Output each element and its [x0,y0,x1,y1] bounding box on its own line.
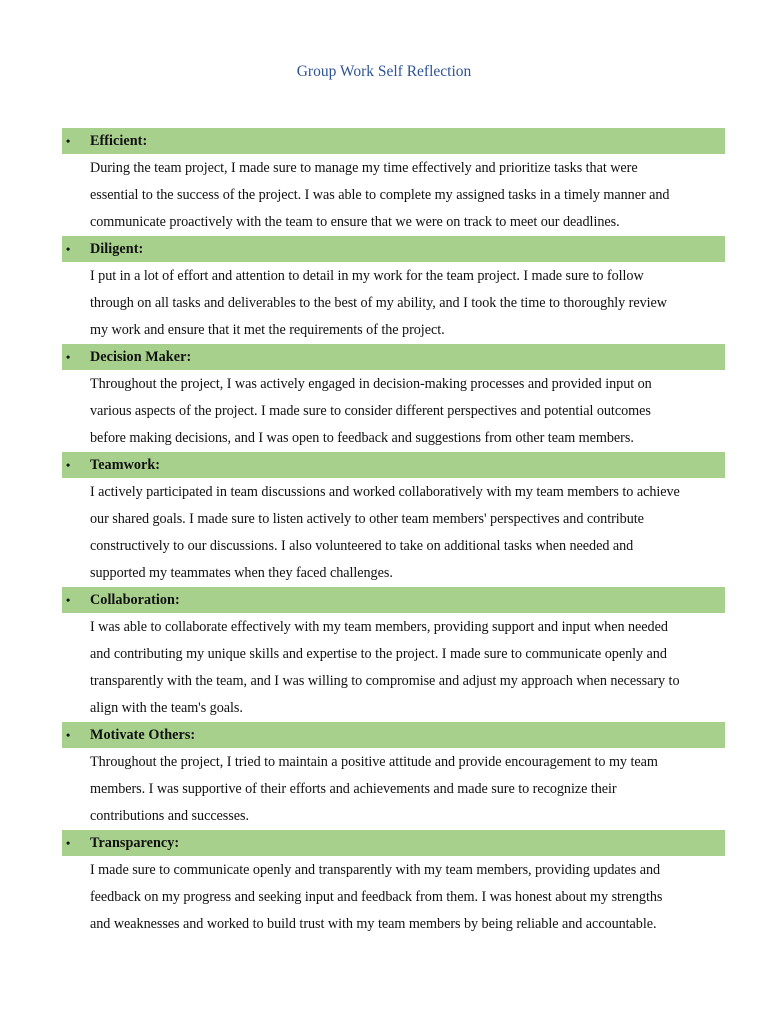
body-line: I actively participated in team discussions and worked collaboratively with my team members to achieve [90,484,680,500]
bullet-icon: • [66,134,71,148]
bullet-icon: • [66,728,71,742]
body-line: Throughout the project, I was actively engaged in decision-making processes and provided input on [90,376,652,392]
bullet-icon: • [66,242,71,256]
section-body [62,155,725,236]
body-line: I put in a lot of effort and attention to detail in my work for the team project. I made sure to follow [90,268,644,284]
section-body [62,479,725,587]
section-heading: Efficient: [90,133,148,149]
section-heading-bar [62,344,725,370]
body-line: and contributing my unique skills and expertise to the project. I made sure to communicate openly and [90,646,667,662]
body-line: through on all tasks and deliverables to the best of my ability, and I took the time to thoroughly review [90,295,667,311]
bullet-icon: • [66,458,71,472]
body-line: I was able to collaborate effectively with my team members, providing support and input when needed [90,619,668,635]
body-line: feedback on my progress and seeking input and feedback from them. I was honest about my strengths [90,889,663,905]
body-line: essential to the success of the project. I was able to complete my assigned tasks in a timely manner and [90,187,670,203]
section-efficient [62,128,725,236]
section-heading-bar [62,452,725,478]
section-heading-bar [62,830,725,856]
section-body [62,371,725,452]
body-line: align with the team's goals. [90,700,243,716]
section-collaboration [62,587,725,722]
section-heading: Teamwork: [90,457,161,473]
bullet-icon: • [66,593,71,607]
document-title: Group Work Self Reflection [296,63,472,80]
section-motivate-others [62,722,725,830]
body-line: I made sure to communicate openly and transparently with my team members, providing updates and [90,862,661,878]
section-heading: Motivate Others: [90,727,196,743]
section-heading: Transparency: [90,835,180,851]
body-line: During the team project, I made sure to manage my time effectively and prioritize tasks that were [90,160,638,176]
body-line: our shared goals. I made sure to listen actively to other team members' perspectives and contribute [90,511,644,527]
section-body [62,614,725,722]
section-decision-maker [62,344,725,452]
section-body [62,857,725,938]
body-line: my work and ensure that it met the requirements of the project. [90,322,445,338]
section-diligent [62,236,725,344]
section-heading: Collaboration: [90,592,180,608]
body-line: constructively to our discussions. I also volunteered to take on additional tasks when needed and [90,538,634,554]
section-heading-bar [62,236,725,262]
section-heading: Diligent: [90,241,144,257]
body-line: Throughout the project, I tried to maintain a positive attitude and provide encouragement to my team [90,754,658,770]
bullet-icon: • [66,350,71,364]
bullet-icon: • [66,836,71,850]
body-line: supported my teammates when they faced challenges. [90,565,393,581]
body-line: and weaknesses and worked to build trust with my team members by being reliable and accountable. [90,916,657,932]
section-body [62,749,725,830]
body-line: contributions and successes. [90,808,249,824]
body-line: before making decisions, and I was open to feedback and suggestions from other team members. [90,430,634,446]
section-heading-bar [62,128,725,154]
section-body [62,263,725,344]
body-line: members. I was supportive of their efforts and achievements and made sure to recognize their [90,781,617,797]
section-heading-bar [62,722,725,748]
section-heading: Decision Maker: [90,349,192,365]
body-line: various aspects of the project. I made sure to consider different perspectives and potential outcomes [90,403,651,419]
section-transparency [62,830,725,938]
reflection-sections [62,128,725,938]
body-line: transparently with the team, and I was willing to compromise and adjust my approach when necessary to [90,673,680,689]
body-line: communicate proactively with the team to ensure that we were on track to meet our deadlines. [90,214,620,230]
section-teamwork [62,452,725,587]
section-heading-bar [62,587,725,613]
